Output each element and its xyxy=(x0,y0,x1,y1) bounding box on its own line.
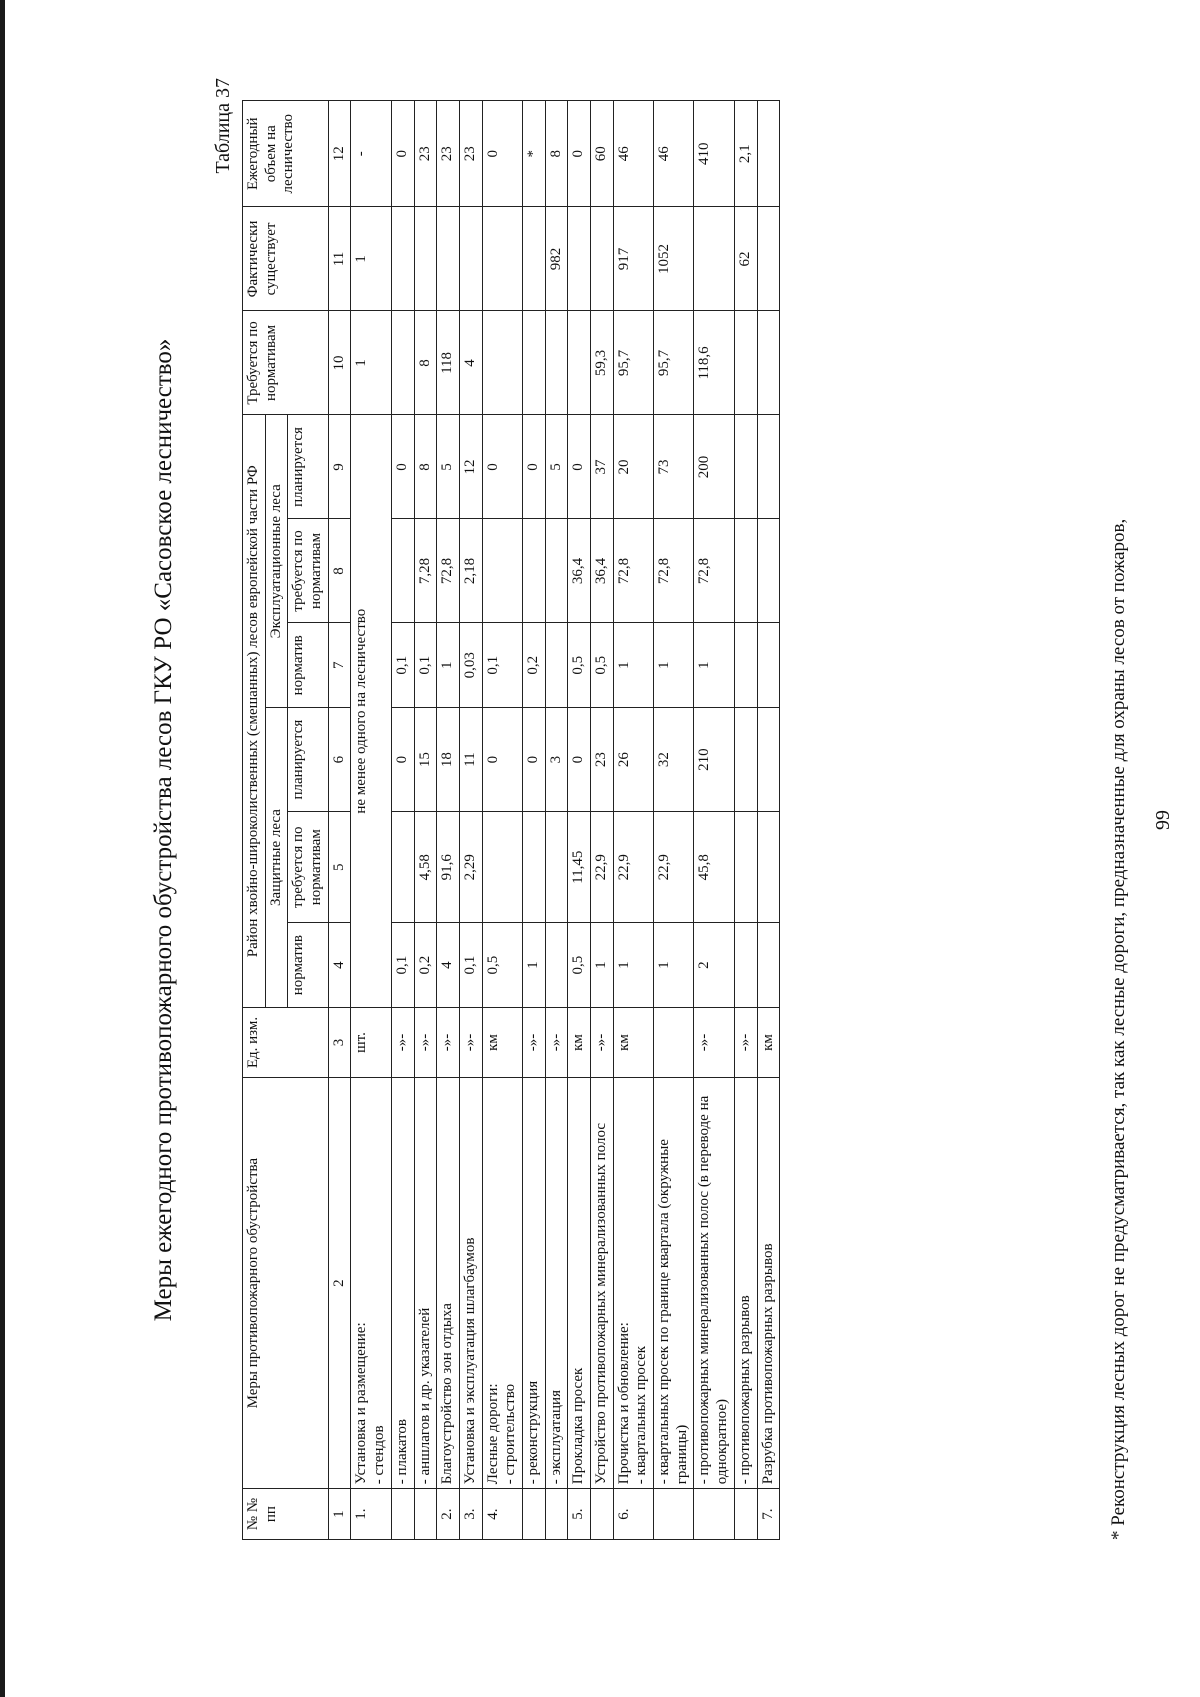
header-norm-exploitation: норматив xyxy=(288,623,328,708)
row-number-cell xyxy=(734,1489,757,1540)
planned-protective-cell: 0 xyxy=(522,708,545,812)
norm-exploitation-cell: 1 xyxy=(654,623,694,708)
row-number-cell: 4. xyxy=(482,1489,522,1540)
unit-cell: -»- xyxy=(391,1007,414,1077)
norm-protective-cell xyxy=(734,923,757,1008)
table-row xyxy=(568,101,591,1540)
measure-name-cell: - противопожарных минерализованных полос (в переводе на однократное) xyxy=(694,1078,734,1489)
norm-exploitation-cell: 0,2 xyxy=(522,623,545,708)
measure-name-cell: - аншлагов и др. указателей xyxy=(414,1078,437,1489)
planned-protective-cell: 18 xyxy=(437,708,460,812)
actual-cell xyxy=(437,207,460,311)
annual-volume-cell: - xyxy=(351,101,391,207)
planned-protective-cell xyxy=(734,708,757,812)
annual-volume-cell: 60 xyxy=(591,101,614,207)
req-total-cell: 1 xyxy=(351,311,391,415)
unit-cell: км xyxy=(568,1007,591,1077)
span-note-cell: не менее одного на лесничество xyxy=(351,415,391,1008)
norm-protective-cell: 0,5 xyxy=(482,923,522,1008)
header-req-norm-protective: требуется по нормативам xyxy=(288,812,328,923)
header-protective: Защитные леса xyxy=(265,708,288,1008)
measure-name-cell: - реконструкция xyxy=(522,1078,545,1489)
actual-cell: 982 xyxy=(545,207,568,311)
planned-exploitation-cell: 20 xyxy=(613,415,653,519)
req-exploitation-cell xyxy=(734,519,757,623)
annual-volume-cell: 23 xyxy=(414,101,437,207)
unit-cell: -»- xyxy=(459,1007,482,1077)
req-exploitation-cell: 72,8 xyxy=(437,519,460,623)
norm-exploitation-cell: 1 xyxy=(613,623,653,708)
norm-protective-cell xyxy=(545,923,568,1008)
req-total-cell: 95,7 xyxy=(654,311,694,415)
norm-protective-cell: 2 xyxy=(694,923,734,1008)
annual-volume-cell: 410 xyxy=(694,101,734,207)
table-row xyxy=(734,101,757,1540)
req-protective-cell xyxy=(522,812,545,923)
row-number-cell xyxy=(522,1489,545,1540)
column-number-cell: 2 xyxy=(328,1078,351,1489)
norm-exploitation-cell: 1 xyxy=(437,623,460,708)
actual-cell xyxy=(568,207,591,311)
row-number-cell: 5. xyxy=(568,1489,591,1540)
table-row xyxy=(591,101,614,1540)
norm-protective-cell: 0,1 xyxy=(391,923,414,1008)
actual-cell xyxy=(694,207,734,311)
norm-protective-cell: 0,1 xyxy=(459,923,482,1008)
fire-measures-table xyxy=(242,100,780,1540)
req-protective-cell: 11,45 xyxy=(568,812,591,923)
req-exploitation-cell: 2,18 xyxy=(459,519,482,623)
planned-exploitation-cell: 5 xyxy=(437,415,460,519)
norm-protective-cell: 0,5 xyxy=(568,923,591,1008)
req-protective-cell xyxy=(734,812,757,923)
row-number-cell xyxy=(591,1489,614,1540)
req-total-cell xyxy=(391,311,414,415)
planned-exploitation-cell: 5 xyxy=(545,415,568,519)
annual-volume-cell: 46 xyxy=(613,101,653,207)
planned-protective-cell: 23 xyxy=(591,708,614,812)
planned-protective-cell: 0 xyxy=(391,708,414,812)
norm-exploitation-cell xyxy=(545,623,568,708)
actual-cell xyxy=(414,207,437,311)
req-total-cell: 4 xyxy=(459,311,482,415)
column-number-cell: 9 xyxy=(328,415,351,519)
actual-cell: 1 xyxy=(351,207,391,311)
table-number: Таблица 37 xyxy=(212,78,234,174)
planned-exploitation-cell: 37 xyxy=(591,415,614,519)
planned-exploitation-cell xyxy=(757,415,780,519)
measure-name-cell: - эксплуатация xyxy=(545,1078,568,1489)
annual-volume-cell xyxy=(757,101,780,207)
norm-exploitation-cell: 1 xyxy=(694,623,734,708)
annual-volume-cell: 23 xyxy=(459,101,482,207)
req-total-cell xyxy=(734,311,757,415)
actual-cell xyxy=(391,207,414,311)
planned-protective-cell: 15 xyxy=(414,708,437,812)
req-protective-cell xyxy=(391,812,414,923)
row-number-cell xyxy=(694,1489,734,1540)
req-total-cell: 59,3 xyxy=(591,311,614,415)
header-planned-protective: планируется xyxy=(288,708,328,812)
req-total-cell xyxy=(522,311,545,415)
norm-exploitation-cell: 0,1 xyxy=(482,623,522,708)
row-number-cell: 2. xyxy=(437,1489,460,1540)
norm-protective-cell: 1 xyxy=(522,923,545,1008)
planned-protective-cell: 11 xyxy=(459,708,482,812)
req-exploitation-cell xyxy=(391,519,414,623)
actual-cell xyxy=(591,207,614,311)
row-number-cell: 3. xyxy=(459,1489,482,1540)
actual-cell xyxy=(522,207,545,311)
planned-protective-cell: 0 xyxy=(568,708,591,812)
table-row xyxy=(757,101,780,1540)
column-number-cell: 8 xyxy=(328,519,351,623)
unit-cell: -»- xyxy=(545,1007,568,1077)
measure-name-cell: Благоустройство зон отдыха xyxy=(437,1078,460,1489)
measure-name-cell: Установка и размещение: - стендов xyxy=(351,1078,391,1489)
annual-volume-cell: 2,1 xyxy=(734,101,757,207)
req-total-cell: 118,6 xyxy=(694,311,734,415)
req-exploitation-cell: 72,8 xyxy=(654,519,694,623)
table-row xyxy=(654,101,694,1540)
norm-exploitation-cell: 0,1 xyxy=(414,623,437,708)
column-number-cell: 6 xyxy=(328,708,351,812)
table-row xyxy=(414,101,437,1540)
req-exploitation-cell xyxy=(545,519,568,623)
req-protective-cell: 22,9 xyxy=(591,812,614,923)
req-total-cell: 8 xyxy=(414,311,437,415)
req-protective-cell xyxy=(482,812,522,923)
unit-cell: -»- xyxy=(591,1007,614,1077)
req-total-cell xyxy=(482,311,522,415)
measure-name-cell: Прокладка просек xyxy=(568,1078,591,1489)
norm-exploitation-cell xyxy=(757,623,780,708)
planned-exploitation-cell: 200 xyxy=(694,415,734,519)
footnote: * Реконструкция лесных дорог не предусматривается, так как лесные дороги, предназначенные для охраны лесов от пожаров, xyxy=(1108,518,1129,1540)
measure-name-cell: - противопожарных разрывов xyxy=(734,1078,757,1489)
column-number-cell: 7 xyxy=(328,623,351,708)
column-number-cell: 3 xyxy=(328,1007,351,1077)
column-number-cell: 10 xyxy=(328,311,351,415)
req-exploitation-cell: 72,8 xyxy=(694,519,734,623)
req-exploitation-cell xyxy=(522,519,545,623)
norm-protective-cell: 1 xyxy=(654,923,694,1008)
req-total-cell xyxy=(757,311,780,415)
annual-volume-cell: 23 xyxy=(437,101,460,207)
planned-protective-cell: 3 xyxy=(545,708,568,812)
req-protective-cell: 22,9 xyxy=(613,812,653,923)
measure-name-cell: - плакатов xyxy=(391,1078,414,1489)
measure-name-cell: Лесные дороги: - строительство xyxy=(482,1078,522,1489)
table-row xyxy=(482,101,522,1540)
planned-protective-cell: 210 xyxy=(694,708,734,812)
table-row xyxy=(522,101,545,1540)
actual-cell: 917 xyxy=(613,207,653,311)
measure-name-cell: Установка и эксплуатация шлагбаумов xyxy=(459,1078,482,1489)
measure-name-cell: - квартальных просек по границе квартала (окружные границы) xyxy=(654,1078,694,1489)
rotated-page xyxy=(60,50,1190,1610)
req-exploitation-cell xyxy=(757,519,780,623)
actual-cell xyxy=(757,207,780,311)
table-row xyxy=(613,101,653,1540)
req-exploitation-cell: 7,28 xyxy=(414,519,437,623)
planned-protective-cell xyxy=(757,708,780,812)
req-exploitation-cell xyxy=(482,519,522,623)
req-protective-cell xyxy=(545,812,568,923)
header-exploitation: Эксплуатационные леса xyxy=(265,415,288,708)
column-number-cell: 4 xyxy=(328,923,351,1008)
table-row xyxy=(391,101,414,1540)
row-number-cell xyxy=(391,1489,414,1540)
unit-cell xyxy=(654,1007,694,1077)
column-number-cell: 1 xyxy=(328,1489,351,1540)
req-protective-cell: 45,8 xyxy=(694,812,734,923)
norm-exploitation-cell: 0,1 xyxy=(391,623,414,708)
req-total-cell: 118 xyxy=(437,311,460,415)
planned-exploitation-cell: 8 xyxy=(414,415,437,519)
header-req-norm-exploitation: требуется по нормативам xyxy=(288,519,328,623)
req-exploitation-cell: 36,4 xyxy=(568,519,591,623)
row-number-cell: 1. xyxy=(351,1489,391,1540)
norm-exploitation-cell xyxy=(734,623,757,708)
header-annual: Ежегодный объем на лесничество xyxy=(243,101,329,207)
annual-volume-cell: 0 xyxy=(568,101,591,207)
norm-exploitation-cell: 0,5 xyxy=(568,623,591,708)
header-num: № № пп xyxy=(243,1489,329,1540)
header-norm-protective: норматив xyxy=(288,923,328,1008)
annual-volume-cell: 8 xyxy=(545,101,568,207)
header-planned-exploitation: планируется xyxy=(288,415,328,519)
unit-cell: -»- xyxy=(694,1007,734,1077)
planned-protective-cell: 0 xyxy=(482,708,522,812)
annual-volume-cell: * xyxy=(522,101,545,207)
column-number-cell: 5 xyxy=(328,812,351,923)
norm-protective-cell: 1 xyxy=(613,923,653,1008)
unit-cell: -»- xyxy=(734,1007,757,1077)
req-protective-cell: 22,9 xyxy=(654,812,694,923)
req-total-cell xyxy=(568,311,591,415)
req-exploitation-cell: 72,8 xyxy=(613,519,653,623)
unit-cell: -»- xyxy=(414,1007,437,1077)
header-region: Район хвойно-широколиственных (смешанных) лесов европейской части РФ xyxy=(243,415,266,1008)
annual-volume-cell: 46 xyxy=(654,101,694,207)
planned-protective-cell: 26 xyxy=(613,708,653,812)
actual-cell: 62 xyxy=(734,207,757,311)
req-exploitation-cell: 36,4 xyxy=(591,519,614,623)
actual-cell xyxy=(482,207,522,311)
row-number-cell xyxy=(414,1489,437,1540)
unit-cell: км xyxy=(757,1007,780,1077)
planned-exploitation-cell: 73 xyxy=(654,415,694,519)
planned-exploitation-cell: 0 xyxy=(482,415,522,519)
norm-exploitation-cell: 0,03 xyxy=(459,623,482,708)
actual-cell xyxy=(459,207,482,311)
header-measure: Меры противопожарного обустройства xyxy=(243,1078,329,1489)
annual-volume-cell: 0 xyxy=(482,101,522,207)
table-row xyxy=(351,101,391,1540)
planned-exploitation-cell: 0 xyxy=(391,415,414,519)
column-number-cell: 11 xyxy=(328,207,351,311)
table-row xyxy=(694,101,734,1540)
norm-protective-cell: 0,2 xyxy=(414,923,437,1008)
page-number: 99 xyxy=(1152,810,1174,830)
row-number-cell xyxy=(654,1489,694,1540)
table-body xyxy=(351,101,780,1540)
req-protective-cell: 4,58 xyxy=(414,812,437,923)
header-req-total: Требуется по нормативам xyxy=(243,311,329,415)
header-actual: Фактически существует xyxy=(243,207,329,311)
header-unit: Ед. изм. xyxy=(243,1007,329,1077)
measure-name-cell: Прочистка и обновление: - квартальных просек xyxy=(613,1078,653,1489)
column-number-cell: 12 xyxy=(328,101,351,207)
actual-cell: 1052 xyxy=(654,207,694,311)
req-protective-cell xyxy=(757,812,780,923)
binding-edge xyxy=(0,0,5,1697)
table-row xyxy=(459,101,482,1540)
annual-volume-cell: 0 xyxy=(391,101,414,207)
row-number-cell xyxy=(545,1489,568,1540)
unit-cell: -»- xyxy=(437,1007,460,1077)
unit-cell: км xyxy=(482,1007,522,1077)
req-total-cell xyxy=(545,311,568,415)
norm-protective-cell xyxy=(757,923,780,1008)
measure-name-cell: Разрубка противопожарных разрывов xyxy=(757,1078,780,1489)
row-number-cell: 6. xyxy=(613,1489,653,1540)
page-title: Меры ежегодного противопожарного обустройства лесов ГКУ РО «Сасовское лесничество» xyxy=(150,338,177,1322)
unit-cell: шт. xyxy=(351,1007,391,1077)
unit-cell: км xyxy=(613,1007,653,1077)
req-protective-cell: 91,6 xyxy=(437,812,460,923)
planned-protective-cell: 32 xyxy=(654,708,694,812)
row-number-cell: 7. xyxy=(757,1489,780,1540)
table-row xyxy=(545,101,568,1540)
planned-exploitation-cell: 0 xyxy=(522,415,545,519)
planned-exploitation-cell xyxy=(734,415,757,519)
planned-exploitation-cell: 12 xyxy=(459,415,482,519)
req-protective-cell: 2,29 xyxy=(459,812,482,923)
norm-protective-cell: 4 xyxy=(437,923,460,1008)
measure-name-cell: Устройство противопожарных минерализованных полос xyxy=(591,1078,614,1489)
planned-exploitation-cell: 0 xyxy=(568,415,591,519)
column-numbers-row xyxy=(328,101,351,1540)
req-total-cell: 95,7 xyxy=(613,311,653,415)
unit-cell: -»- xyxy=(522,1007,545,1077)
table-row xyxy=(437,101,460,1540)
norm-protective-cell: 1 xyxy=(591,923,614,1008)
norm-exploitation-cell: 0,5 xyxy=(591,623,614,708)
